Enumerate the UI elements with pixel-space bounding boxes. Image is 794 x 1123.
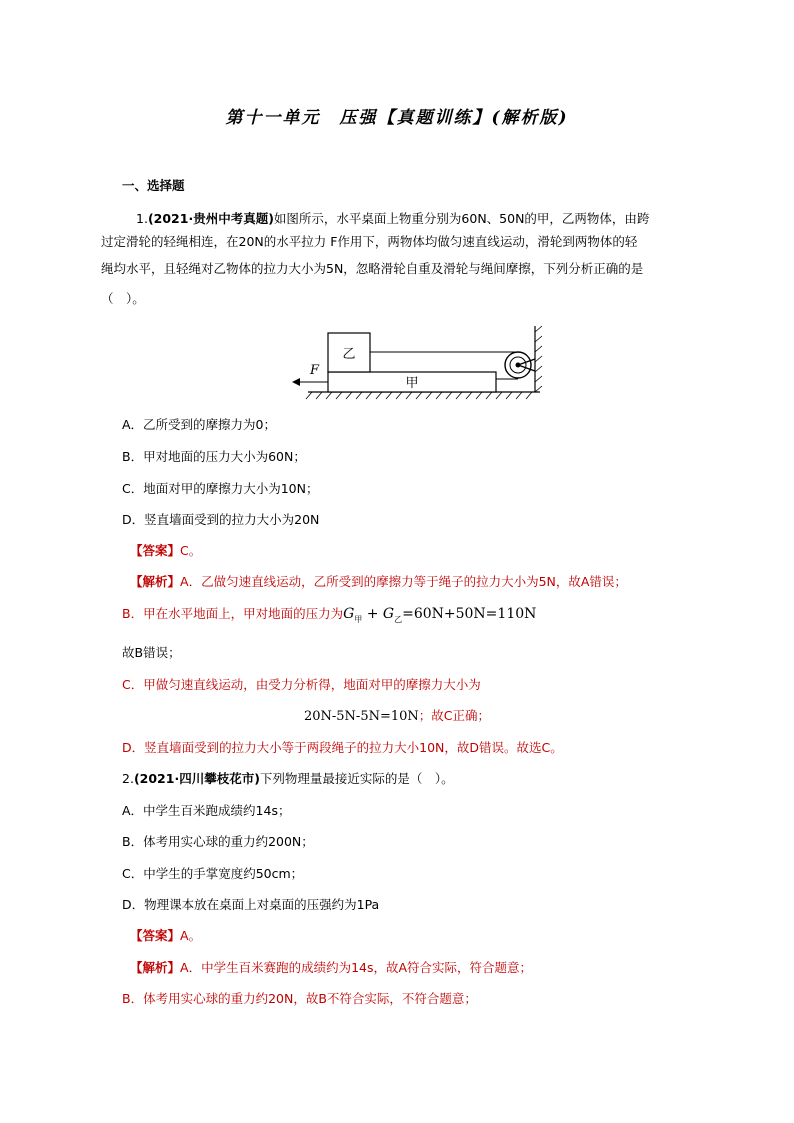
q2-analysis-a: 【解析】A．中学生百米赛跑的成绩约为14s，故A符合实际，符合题意；: [130, 960, 533, 975]
q1-option-c: C．地面对甲的摩擦力大小为10N；: [122, 481, 319, 496]
q1-analysis-b-end: 故B错误；: [122, 645, 181, 660]
q1-option-d: D．竖直墙面受到的拉力大小为20N: [122, 512, 320, 527]
section-heading: 一、选择题: [122, 178, 185, 193]
q1-analysis-b: B．甲在水平地面上，甲对地面的压力为$G_甲 + G_乙=60N+50N=110N$: [122, 606, 537, 624]
q1-analysis-c: C．甲做匀速直线运动，由受力分析得，地面对甲的摩擦力大小为: [122, 677, 481, 692]
q2-option-c: C．中学生的手掌宽度约50cm；: [122, 866, 304, 881]
q2-option-a: A．中学生百米跑成绩约14s；: [122, 803, 291, 818]
force-label: F: [310, 363, 320, 378]
page-title: 第十一单元 压强【真题训练】(解析版): [225, 108, 569, 128]
q1-analysis-d: D．竖直墙面受到的拉力大小等于两段绳子的拉力大小10N，故D错误。故选C。: [122, 740, 563, 755]
q1-answer: 【答案】C。: [130, 543, 202, 558]
question-1-number: 1.: [136, 211, 148, 226]
question-1-stem: [122, 205, 682, 232]
question-2-stem: 2.(2021·四川攀枝花市)下列物理量最接近实际的是（ ）。: [122, 771, 454, 786]
block-yi-label: 乙: [342, 347, 356, 362]
pulley-diagram: [290, 322, 550, 400]
question-1-line-4: （ ）。: [101, 291, 145, 306]
q2-analysis-b: B．体考用实心球的重力约20N，故B不符合实际，不符合题意；: [122, 991, 477, 1006]
q2-answer: 【答案】A。: [130, 928, 202, 943]
q1-analysis-c-equation: 20N-5N-5N=10N；故C正确；: [303, 708, 491, 724]
question-1-line-3: 绳均水平，且轻绳对乙物体的拉力大小为5N，忽略滑轮自重及滑轮与绳间摩擦，下列分析正确的是: [101, 261, 644, 276]
question-1-source: (2021·贵州中考真题): [147, 211, 274, 226]
question-1-line-1: 如图所示，水平桌面上物重分别为60N、50N的甲，乙两物体，由跨: [273, 211, 650, 226]
block-jia-label: 甲: [405, 376, 419, 391]
q2-option-d: D．物理课本放在桌面上对桌面的压强约为1Pa: [122, 897, 380, 912]
q1-option-a: A．乙所受到的摩擦力为0；: [122, 417, 277, 432]
q2-option-b: B．体考用实心球的重力约200N；: [122, 834, 314, 849]
question-1-line-2: 过定滑轮的轻绳相连，在20N的水平拉力 F作用下，两物体均做匀速直线运动，滑轮到两物体的轻: [101, 234, 638, 249]
q1-option-b: B．甲对地面的压力大小为60N；: [122, 449, 306, 464]
q1-analysis-a: 【解析】A．乙做匀速直线运动，乙所受到的摩擦力等于绳子的拉力大小为5N，故A错误；: [130, 574, 627, 589]
